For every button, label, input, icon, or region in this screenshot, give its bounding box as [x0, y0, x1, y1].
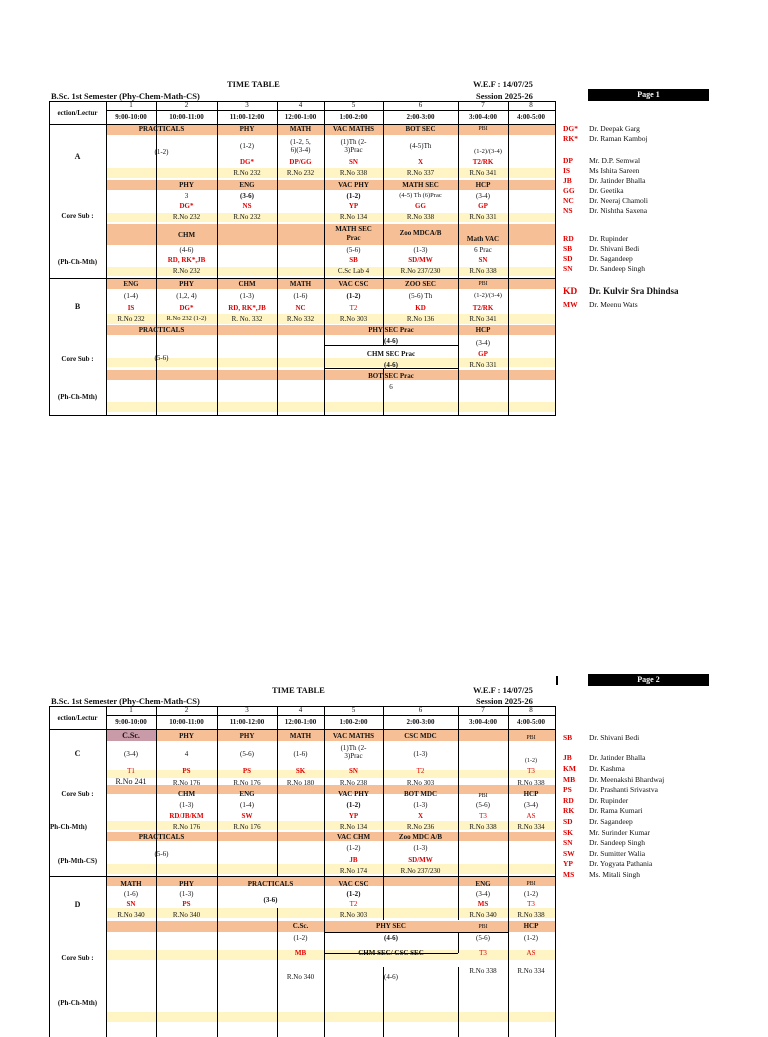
- cell-vac-chm: VAC CHM: [336, 833, 371, 841]
- room-number: R.No 303: [339, 911, 368, 919]
- teacher-code: KD: [415, 304, 426, 312]
- teacher-code: DG*: [179, 202, 194, 210]
- combo-label: Ph-Ch-Mth): [50, 823, 87, 831]
- time-4: 12:00-1:00: [284, 718, 317, 726]
- legend-entry: NS Dr. Nishtha Saxena: [563, 206, 648, 215]
- core-sub-label: Core Sub :: [61, 212, 94, 220]
- teacher-code: T3: [479, 949, 487, 957]
- cell-phy: PHY: [179, 280, 194, 288]
- combo-label: (Ph-Ch-Mth): [57, 393, 98, 401]
- legend-entry: SB Dr. Shivani Bedi: [563, 244, 640, 253]
- lecture-slots: (1-6): [293, 750, 308, 758]
- legend-entry: MB Dr. Meenakshi Bhardwaj: [563, 775, 665, 784]
- teacher-code: SN: [349, 158, 358, 166]
- legend-entry: DP Mr. D.P. Semwal: [563, 156, 641, 165]
- legend-entry: SN Dr. Sandeep Singh: [563, 838, 646, 847]
- room-number: R.No 303: [339, 315, 368, 323]
- lecture-6: 6: [418, 706, 423, 714]
- corner-label: ection/Lectur: [57, 109, 98, 117]
- cell-csc-mdc: CSC MDC: [404, 732, 437, 740]
- time-3: 11:00-12:00: [229, 113, 265, 121]
- room-number: R.No 236: [406, 823, 435, 831]
- teacher-code: SN: [478, 256, 488, 264]
- lecture-slots: (3-4): [524, 801, 538, 809]
- lecture-slots: (3-6): [240, 192, 254, 200]
- room-number: R.No 134: [339, 823, 368, 831]
- cell-practicals: PRACTICALS: [247, 880, 294, 888]
- cell-vac-phy: VAC PHY: [338, 181, 369, 189]
- cell-bot-mdc: BOT MDC: [403, 790, 438, 798]
- cell-a-bot-lec: (4-5)Th: [409, 142, 432, 150]
- lecture-slots: (1-3): [179, 801, 194, 809]
- cell-eng: ENG: [239, 790, 255, 798]
- cell-a-math-lec2: 6)(3-4): [290, 146, 311, 154]
- cell-math: MATH: [120, 880, 142, 888]
- cell-a-pbi-lec: (1-2)/(3-4): [474, 148, 502, 155]
- teacher-code: T3: [479, 812, 487, 820]
- cell-bot-sec: BOT SEC: [405, 125, 436, 133]
- legend-entry: IS Ms Ishita Sareen: [563, 166, 640, 175]
- lecture-slots: 6 Prac: [474, 246, 492, 254]
- legend-entry: SN Dr. Sandeep Singh: [563, 264, 646, 273]
- teacher-code: DP/GG: [289, 158, 312, 166]
- page-number-badge: Page 2: [588, 674, 709, 686]
- lecture-slots: (1-2): [524, 934, 538, 942]
- room-number: R.No 237/230: [400, 867, 441, 875]
- teacher-code: SW: [241, 812, 253, 820]
- section-c-label: C: [74, 749, 81, 758]
- room-number: R.No 338: [469, 267, 497, 275]
- room-number: R.No 340: [286, 973, 315, 981]
- legend-entry: DG* Dr. Deepak Garg: [563, 124, 640, 133]
- room-number: C.Sc Lab 4: [337, 267, 370, 275]
- teacher-code: RD, RK*,JB: [167, 256, 206, 264]
- legend-entry: PS Dr. Prashanti Srivastva: [563, 785, 658, 794]
- room-number: R.No 341: [469, 315, 497, 323]
- time-1: 9:00-10:00: [115, 113, 147, 121]
- room-number: R.No 338: [517, 911, 545, 919]
- legend-entry: SB Dr. Shivani Bedi: [563, 733, 640, 742]
- cell-prac: Prac: [346, 234, 361, 242]
- cell-a-phy-lec: (1-2): [240, 142, 254, 150]
- lecture-8: 8: [529, 101, 533, 109]
- cell-eng: ENG: [239, 181, 255, 189]
- legend-entry: RD Dr. Rupinder: [563, 796, 629, 805]
- teacher-code: NS: [242, 202, 252, 210]
- teacher-code: PS: [182, 900, 191, 908]
- lecture-slots: (4-6): [384, 973, 398, 981]
- time-8: 4:00-5:00: [517, 113, 545, 121]
- time-5: 1:00-2:00: [339, 718, 368, 726]
- cell-practicals: PRACTICALS: [138, 326, 185, 334]
- time-2: 10:00-11:00: [169, 718, 204, 726]
- legend-entry: SD Dr. Sagandeep: [563, 817, 633, 826]
- room-number: R.No 232 (1-2): [166, 315, 207, 322]
- lecture-slots: (3-4): [476, 192, 490, 200]
- room-number: R.No 176: [172, 823, 201, 831]
- time-7: 3:00-4:00: [469, 113, 497, 121]
- room-number: R.No 338: [517, 779, 545, 787]
- room-number: R.No 340: [172, 911, 201, 919]
- lecture-3: 3: [245, 706, 249, 714]
- lecture-1: 1: [129, 706, 133, 714]
- cell-phy: PHY: [179, 181, 194, 189]
- legend-entry: YP Dr. Yogyata Pathania: [563, 859, 653, 868]
- cell-vac-csc: VAC CSC: [338, 880, 369, 888]
- room-number: R.No 340: [117, 911, 145, 919]
- cell-vac-csc: VAC CSC: [338, 280, 369, 288]
- lecture-slots: (5-6) Th: [408, 292, 433, 300]
- legend-entry: JB Dr. Jatinder Bhalla: [563, 753, 646, 762]
- core-sub-label: Core Sub :: [61, 790, 94, 798]
- cell-chm: CHM: [177, 790, 196, 798]
- time-6: 2:00-3:00: [406, 113, 435, 121]
- cell-hcp: HCP: [475, 326, 491, 334]
- teacher-code: YP: [348, 202, 359, 210]
- legend-entry: KD Dr. Kulvir Sra Dhindsa: [563, 286, 679, 297]
- teacher-code: NC: [295, 304, 306, 312]
- cell-math: MATH: [289, 732, 312, 740]
- cell-a-vac-lec1: (1)Th (2-: [340, 138, 367, 146]
- legend-entry: JB Dr. Jatinder Bhalla: [563, 176, 646, 185]
- cell-phy: PHY: [239, 125, 255, 133]
- cell-math-vac: Math VAC: [466, 235, 500, 243]
- teacher-code: X: [417, 812, 424, 820]
- cell-chm: CHM: [238, 280, 256, 288]
- teacher-code: T2: [349, 304, 358, 312]
- time-2: 10:00-11:00: [169, 113, 204, 121]
- lecture-4: 4: [298, 101, 303, 109]
- lecture-2: 2: [184, 706, 189, 714]
- cell-zoo-mdc: Zoo MDC A/B: [398, 833, 443, 841]
- time-5: 1:00-2:00: [339, 113, 368, 121]
- room-number: R.No 232: [233, 213, 261, 221]
- time-1: 9:00-10:00: [115, 718, 147, 726]
- page-number-badge: Page 1: [588, 89, 709, 101]
- room-number: R.No 338: [469, 967, 497, 975]
- lecture-slots: (1-2): [293, 934, 308, 942]
- cell-a-math-lec1: (1-2, 5,: [290, 138, 311, 146]
- page-title: TIME TABLE: [227, 79, 280, 89]
- lecture-slots: (1-2): [524, 890, 538, 898]
- cell-phy-sec: PHY SEC: [376, 922, 406, 930]
- lecture-slots: (1-3): [240, 292, 254, 300]
- room-number: R.No 232: [172, 267, 201, 275]
- cell-pbi: PBI: [478, 281, 488, 287]
- combo-label: (Ph-Mth-CS): [57, 857, 98, 865]
- room-number: R.No 176: [233, 823, 261, 831]
- lecture-slots: (3-6): [263, 896, 278, 904]
- lecture-6: 6: [418, 101, 423, 109]
- teacher-code: DG*: [240, 158, 254, 166]
- teacher-code: GG: [415, 202, 426, 210]
- combo-label: (Ph-Ch-Mth): [57, 258, 98, 266]
- combo-label: (Ph-Ch-Mth): [57, 999, 98, 1007]
- cell-eng: ENG: [475, 880, 491, 888]
- lecture-slots: (3-4): [476, 339, 490, 347]
- cell-vac-maths: VAC MATHS: [332, 732, 375, 740]
- teacher-code: MB: [294, 949, 307, 957]
- lecture-slots: (1-2): [346, 192, 361, 200]
- lecture-slots: (3-4): [124, 750, 138, 758]
- teacher-code: GP: [478, 350, 488, 358]
- lecture-slots: (4-6): [384, 934, 398, 942]
- lecture-7: 7: [481, 101, 485, 109]
- cell-pbi: PBI: [526, 735, 536, 741]
- lecture-slots: (1-4): [124, 292, 138, 300]
- teacher-code: YP: [348, 812, 359, 820]
- room-number: R.No 232: [172, 213, 201, 221]
- legend-entry: SW Dr. Sumitter Walia: [563, 849, 646, 858]
- section-d-label: D: [74, 900, 81, 909]
- course-title: B.Sc. 1st Semester (Phy-Chem-Math-CS): [51, 91, 200, 101]
- teacher-code: SD/MW: [408, 256, 433, 264]
- teacher-code: T2: [416, 767, 425, 775]
- legend-entry: MS Ms. Mitali Singh: [563, 870, 641, 879]
- lecture-4: 4: [298, 706, 303, 714]
- teacher-code: GP: [478, 202, 488, 210]
- lecture-slots: (5-6): [240, 750, 254, 758]
- legend-entry: RK* Dr. Raman Kamboj: [563, 134, 648, 143]
- cell-practicals: PRACTICALS: [138, 125, 185, 133]
- lecture-slots: (4-5) Th (6)Prac: [399, 192, 442, 199]
- room-number: R.No 174: [339, 867, 368, 875]
- time-8: 4:00-5:00: [517, 718, 545, 726]
- lecture-slots: (1-2): [346, 844, 361, 852]
- session-label: Session 2025-26: [476, 696, 533, 706]
- cell-pbi: PBI: [478, 924, 488, 930]
- page-divider-mark: [556, 676, 558, 685]
- cell-csc: C.Sc.: [122, 731, 140, 740]
- room-number: R.No 303: [406, 779, 435, 787]
- room-number: R.No 232: [233, 169, 261, 177]
- lecture-slots: (1-2): [346, 890, 361, 898]
- room-number: R.No 331: [469, 361, 497, 369]
- lecture-slots: (3-4): [476, 890, 490, 898]
- legend-entry: SD Dr. Sagandeep: [563, 254, 633, 263]
- wef-date: W.E.F : 14/07/25: [473, 685, 533, 695]
- lecture-slots: 6: [389, 383, 393, 391]
- lecture-slots: (1-2)/(3-4): [474, 292, 502, 299]
- wef-date: W.E.F : 14/07/25: [473, 79, 533, 89]
- lecture-5: 5: [351, 101, 356, 109]
- room-number: R.No 180: [286, 779, 315, 787]
- lecture-8: 8: [529, 706, 533, 714]
- teacher-code: SB: [349, 256, 358, 264]
- teacher-code: SK: [295, 767, 306, 775]
- lecture-slots: (1)Th (2-: [340, 744, 367, 752]
- cell-vac-maths: VAC MATHS: [332, 125, 375, 133]
- lecture-slots: 4: [184, 750, 189, 758]
- room-number: R.No 331: [469, 213, 497, 221]
- lecture-slots: 3)Prac: [344, 752, 363, 760]
- cell-a-slot12: (1-2): [154, 148, 169, 156]
- lecture-slots: (1-3): [179, 890, 194, 898]
- teacher-code: T3: [527, 767, 535, 775]
- cell-hcp: HCP: [523, 790, 539, 798]
- room-number: R.No 338: [406, 213, 435, 221]
- cell-chm-csc-sec: CHM SEC/ CSC SEC: [358, 949, 424, 957]
- cell-hcp: HCP: [523, 922, 539, 930]
- teacher-code: IS: [127, 304, 135, 312]
- cell-eng: ENG: [123, 280, 139, 288]
- room-number: R.No 237/230: [400, 267, 441, 275]
- teacher-code: T1: [127, 767, 135, 775]
- cell-zoo-mdc: Zoo MDCA/B: [399, 229, 442, 237]
- lecture-slots: (1-4): [240, 801, 254, 809]
- cell-chm: CHM: [177, 231, 196, 239]
- lecture-slots: (5-6): [154, 850, 169, 858]
- room-number: R.No 334: [517, 967, 545, 975]
- time-4: 12:00-1:00: [284, 113, 317, 121]
- room-number: R.No 134: [339, 213, 368, 221]
- cell-pbi: PBI: [478, 793, 488, 799]
- cell-csc: C.Sc.: [292, 922, 309, 930]
- lecture-slots: (4-6): [384, 361, 398, 369]
- teacher-code: T2/RK: [472, 158, 494, 166]
- time-3: 11:00-12:00: [229, 718, 265, 726]
- lecture-5: 5: [351, 706, 356, 714]
- cell-zoo-sec: ZOO SEC: [405, 280, 436, 288]
- legend-entry: RD Dr. Rupinder: [563, 234, 629, 243]
- cell-math: MATH: [289, 280, 312, 288]
- cell-phy-sec-prac: PHY SEC Prac: [368, 326, 414, 334]
- lecture-slots: (1-6): [124, 890, 138, 898]
- core-sub-label: Core Sub :: [61, 954, 94, 962]
- lecture-slots: (1-2): [525, 758, 537, 764]
- room-number: R.No 176: [233, 779, 261, 787]
- lecture-slots: (1-2): [346, 801, 361, 809]
- lecture-slots: 3: [184, 192, 189, 200]
- room-number: R.No 232: [286, 169, 315, 177]
- lecture-7: 7: [481, 706, 485, 714]
- room-number: R.No 136: [406, 315, 435, 323]
- cell-chm-sec-prac: CHM SEC Prac: [366, 350, 416, 358]
- room-number: R.No 334: [517, 823, 545, 831]
- lecture-slots: (5-6): [346, 246, 361, 254]
- cell-phy: PHY: [179, 732, 194, 740]
- lecture-3: 3: [245, 101, 249, 109]
- lecture-slots: (1-3): [413, 246, 428, 254]
- lecture-2: 2: [184, 101, 189, 109]
- teacher-code: AS: [526, 949, 536, 957]
- lecture-slots: (1-3): [413, 844, 428, 852]
- page-title: TIME TABLE: [272, 685, 325, 695]
- room-number: R.No 338: [339, 169, 368, 177]
- lecture-slots: (5-6): [476, 801, 490, 809]
- teacher-code: JB: [349, 856, 358, 864]
- teacher-code: RD, RK*,JB: [228, 304, 266, 312]
- room-number: R.No 337: [406, 169, 435, 177]
- teacher-code: MS: [477, 900, 489, 908]
- legend-entry: KM Dr. Kashma: [563, 764, 625, 773]
- legend-entry: SK Mr. Surinder Kumar: [563, 828, 651, 837]
- lecture-slots: (5-6): [476, 934, 490, 942]
- lecture-slots: (1-3): [413, 750, 428, 758]
- time-7: 3:00-4:00: [469, 718, 497, 726]
- teacher-code: PS: [242, 767, 252, 775]
- teacher-code: SN: [349, 767, 358, 775]
- lecture-slots: (1-2): [346, 292, 361, 300]
- cell-a-vac-lec2: 3)Prac: [344, 146, 363, 154]
- cell-math-sec: MATH SEC: [402, 181, 439, 189]
- time-6: 2:00-3:00: [406, 718, 435, 726]
- cell-phy: PHY: [239, 732, 255, 740]
- lecture-slots: (5-6): [154, 354, 169, 362]
- course-title: B.Sc. 1st Semester (Phy-Chem-Math-CS): [51, 696, 200, 706]
- cell-phy: PHY: [179, 880, 194, 888]
- cell-hcp: HCP: [475, 181, 491, 189]
- cell-pbi: PBI: [526, 881, 536, 887]
- cell-math: MATH: [289, 125, 312, 133]
- cell-bot-sec-prac: BOT SEC Prac: [368, 372, 414, 380]
- teacher-code: SD/MW: [408, 856, 433, 864]
- room-number: R.No 241: [115, 777, 147, 786]
- teacher-code: X: [417, 158, 424, 166]
- legend-entry: GG Dr. Geetika: [563, 186, 624, 195]
- lecture-slots: (1-6): [293, 292, 308, 300]
- lecture-slots: (4-6): [179, 246, 194, 254]
- legend-entry: RK Dr. Rama Kumari: [563, 806, 643, 815]
- teacher-code: DG*: [179, 304, 194, 312]
- teacher-legend: [563, 733, 664, 880]
- cell-practicals: PRACTICALS: [138, 833, 185, 841]
- core-sub-label: Core Sub :: [61, 355, 94, 363]
- teacher-code: SN: [126, 900, 136, 908]
- teacher-code: RD/JB/KM: [169, 812, 204, 820]
- room-number: R.No 340: [469, 911, 497, 919]
- teacher-code: T2: [349, 900, 358, 908]
- legend-entry: MW Dr. Meenu Wats: [563, 300, 638, 309]
- teacher-code: PS: [182, 767, 191, 775]
- section-b-label: B: [74, 302, 81, 311]
- lecture-slots: (4-6): [384, 337, 398, 345]
- lecture-slots: (1-3): [413, 801, 428, 809]
- lecture-1: 1: [129, 101, 133, 109]
- teacher-code: T2/RK: [472, 304, 494, 312]
- room-number: R. No. 332: [231, 315, 263, 323]
- legend-entry: NC Dr. Neeraj Chamoli: [563, 196, 648, 205]
- corner-label: ection/Lectur: [57, 714, 98, 722]
- room-number: R.No 341: [469, 169, 497, 177]
- cell-math-sec: MATH SEC: [335, 225, 372, 233]
- session-label: Session 2025-26: [476, 91, 533, 101]
- room-number: R.No 176: [172, 779, 201, 787]
- cell-pbi: PBI: [478, 126, 488, 132]
- room-number: R.No 232: [117, 315, 145, 323]
- lecture-slots: (1,2, 4): [176, 292, 197, 300]
- teacher-code: AS: [526, 812, 536, 820]
- room-number: R.No 332: [286, 315, 315, 323]
- teacher-code: T3: [527, 900, 535, 908]
- section-a-label: A: [74, 152, 81, 161]
- room-number: R.No 338: [469, 823, 497, 831]
- cell-vac-phy: VAC PHY: [338, 790, 369, 798]
- room-number: R.No 238: [339, 779, 368, 787]
